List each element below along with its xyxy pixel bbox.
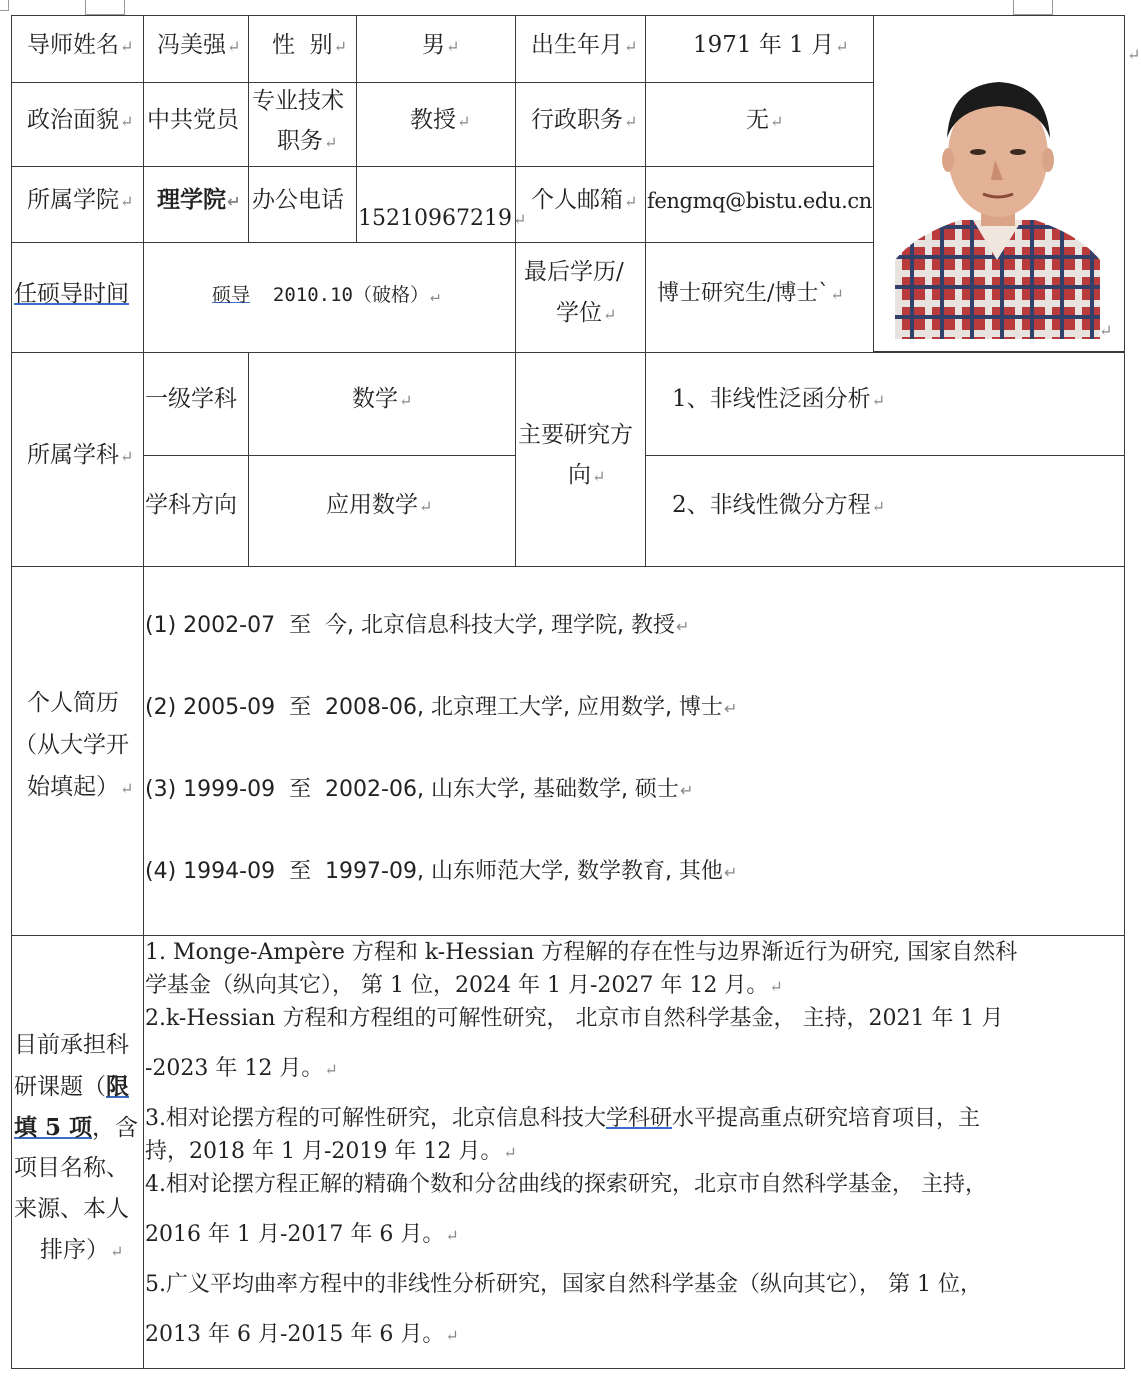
resume-label-line2: （从大学开 [14,732,129,758]
direction-value: 应用数学↵ [326,492,433,518]
politics-label: 政治面貌↵ [27,107,134,133]
resume-item: (2) 2005-09 至 2008-06, 北京理工大学, 应用数学, 博士↵ [145,695,738,720]
title-label-line1: 专业技术 [252,88,344,114]
birth-label: 出生年月↵ [531,32,638,58]
college-label: 所属学院↵ [27,187,134,213]
research-2: 2、非线性微分方程↵ [672,492,886,518]
photo-para-mark: ↵ [1099,321,1113,340]
email-label: 个人邮箱↵ [531,187,638,213]
direction-label: 学科方向 [145,492,237,518]
project-1-line1: 1. Monge-Ampère 方程和 k-Hessian 方程解的存在性与边界渐近行为研究, 国家自然科 [145,940,1018,965]
college-value: 理学院↵ [157,187,241,213]
resume-label-line1: 个人简历 [27,690,119,716]
project-2-line2: -2023 年 12 月。↵ [145,1056,338,1081]
discipline-label: 所属学科↵ [27,442,134,468]
phone-value: 15210967219↵ [358,206,527,231]
corner-mark [0,0,9,11]
title-value: 教授↵ [410,107,471,133]
projects-label-line1: 目前承担科 [14,1032,129,1058]
projects-label-line2: 研课题（限 [14,1073,129,1100]
tutor-name-label: 导师姓名↵ [27,32,134,58]
projects-label-line3: 填 5 项，含 [14,1114,139,1141]
degree-label-line1: 最后学历/ [524,259,624,285]
research-label-line2: 向↵ [568,462,606,488]
degree-label-line2: 学位↵ [556,300,617,326]
projects-label-line6: 排序）↵ [40,1237,124,1263]
row-end-mark: ↵ [1127,45,1141,64]
phone-label: 办公电话 [252,187,344,213]
corner-mark [1013,0,1053,15]
admin-label: 行政职务↵ [531,107,638,133]
admin-value: 无↵ [746,107,784,133]
title-label-line2: 职务↵ [277,128,338,154]
projects-label-line4: 项目名称、 [14,1155,129,1181]
resume-item: (1) 2002-07 至 今, 北京信息科技大学, 理学院, 教授↵ [145,613,690,638]
project-4-line1: 4.相对论摆方程正解的精确个数和分岔曲线的探索研究，北京市自然科学基金， 主持， [145,1172,987,1197]
degree-value: 博士研究生/博士`↵ [657,281,844,306]
resume-item: (4) 1994-09 至 1997-09, 山东师范大学, 数学教育, 其他↵ [145,859,738,884]
email-value: fengmq@bistu.edu.cn [647,189,872,213]
resume-item: (3) 1999-09 至 2002-06, 山东大学, 基础数学, 硕士↵ [145,777,694,802]
birth-value: 1971 年 1 月↵ [693,32,849,58]
project-5-line1: 5.广义平均曲率方程中的非线性分析研究，国家自然科学基金（纵向其它）， 第 1 位， [145,1272,982,1297]
resume-label-line3: 始填起）↵ [27,774,134,800]
gender-label: 性 别↵ [272,32,348,58]
level1-value: 数学↵ [352,386,413,412]
project-4-line2: 2016 年 1 月-2017 年 6 月。↵ [145,1222,459,1247]
gender-value: 男↵ [422,32,460,58]
portrait-photo [895,60,1100,339]
cell-projects-label [11,935,144,1369]
appoint-label: 任硕导时间 [14,281,129,307]
research-1: 1、非线性泛函分析↵ [672,386,886,412]
project-2-line1: 2.k-Hessian 方程和方程组的可解性研究， 北京市自然科学基金， 主持，2021 年 1 月 [145,1006,1004,1031]
tutor-name: 冯美强↵ [157,32,241,58]
project-5-line2: 2013 年 6 月-2015 年 6 月。↵ [145,1322,459,1347]
projects-label-line5: 来源、本人 [14,1196,129,1222]
politics-value: 中共党员 [147,107,239,133]
project-3-line2: 持，2018 年 1 月-2019 年 12 月。↵ [145,1139,517,1164]
appoint-value: 硕导 2010.10（破格）↵ [212,284,440,306]
project-1-line2: 学基金（纵向其它）， 第 1 位，2024 年 1 月-2027 年 12 月。↵ [145,973,783,998]
corner-mark [85,0,125,15]
level1-label: 一级学科 [145,386,237,412]
project-3-line1: 3.相对论摆方程的可解性研究，北京信息科技大学科研水平提高重点研究培育项目，主 [145,1106,981,1131]
research-label-line1: 主要研究方 [518,422,633,448]
